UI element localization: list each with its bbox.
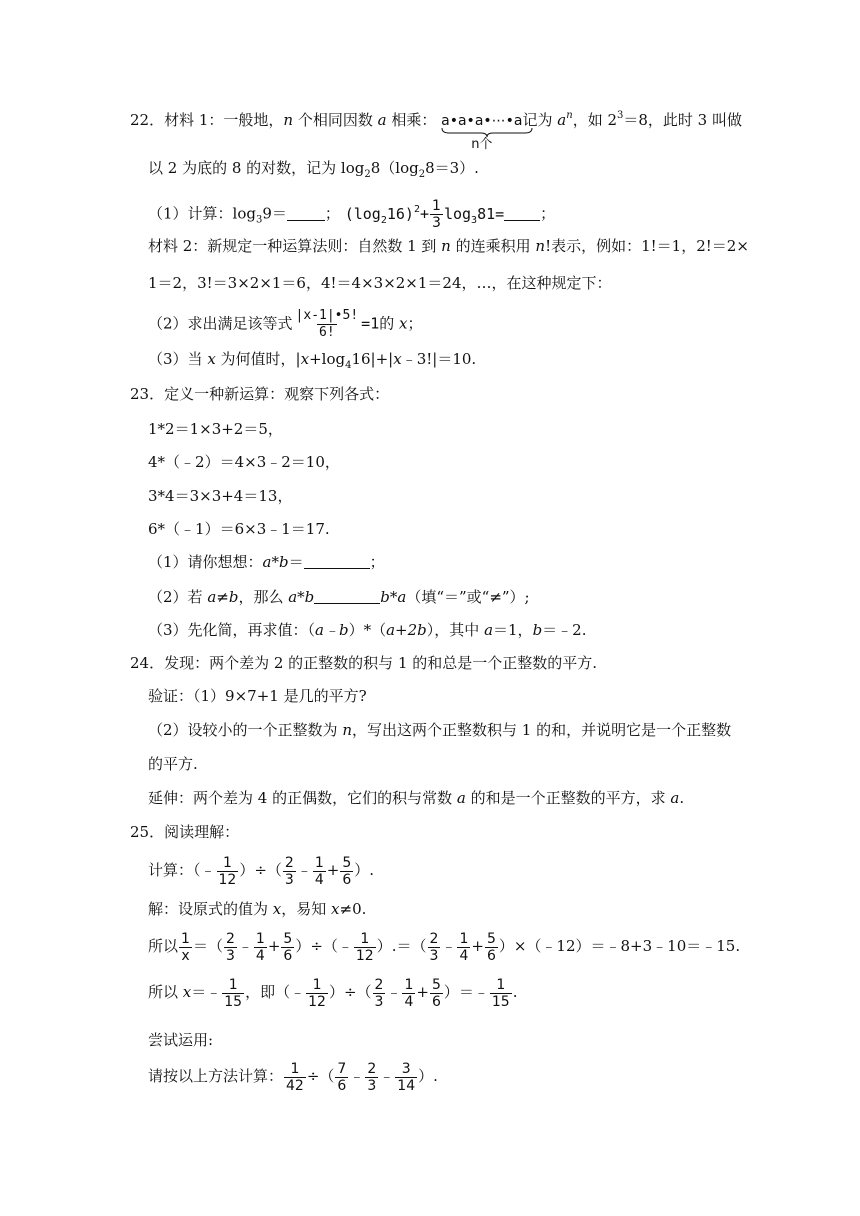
q23-number: 23． [130, 385, 165, 403]
fraction: $\frac{2}{3}$ [374, 976, 384, 1010]
underbrace-label: n个 [471, 137, 493, 152]
fraction: $\frac{1}{3}$ [432, 198, 441, 231]
q24-title: 24．发现：两个差为 2 的正整数的积与 1 的和总是一个正整数的平方. [130, 654, 598, 672]
q23-part2: （2）若 a≠b，那么 a*b b*a（填“＝”或“≠”）; [148, 588, 530, 606]
q22-number: 22． [130, 111, 165, 129]
answer-blank[interactable] [314, 589, 380, 604]
fraction: $\frac{7}{6}$ [337, 1060, 347, 1094]
fraction: $\frac{1}{12}$ [218, 854, 237, 888]
q25-try-label: 尝试运用: [148, 1031, 214, 1049]
q25-application: 请按以上方法计算： $\frac{1}{42}$ ÷（ $\frac{7}{6}$ ﹣ $\frac{2}{3}$ ﹣ $\frac{3}{14}$ ）. [148, 1060, 438, 1094]
q23-title: 23．定义一种新运算：观察下列各式： [130, 385, 390, 403]
q22-part2: （2）求出满足该等式 $\frac{|x-1|•5!}{6!}$ =1的 x； [148, 308, 423, 340]
q22-material2-line2: 1＝2，3!＝3×2×1＝6，4!＝4×3×2×1＝24，…，在这种规定下： [148, 274, 612, 292]
q24-extension: 延伸：两个差为 4 的正偶数，它们的积与常数 a 的和是一个正整数的平方，求 a. [148, 789, 685, 807]
underbrace-product: a•a•a•⋯•a n个 [441, 111, 522, 131]
fraction: $\frac{5}{6}$ [342, 854, 352, 888]
fraction: $\frac{2}{3}$ [367, 1060, 377, 1094]
q22-line1: 22．材料 1：一般地，n 个相同因数 a 相乘： a•a•a•⋯•a n个 记为 $a^n$，如 $2^3=8$，此时 3 叫做 [130, 106, 742, 131]
q25-number: 25． [130, 823, 165, 841]
q22-line2: 以 2 为底的 8 的对数，记为 $\log_28(\log_28=3)$. [148, 159, 479, 180]
q22-part1: （1）计算：$\log_39=$ ； $(\log_216)^2+$ $\frac{1}{3}$ $\log_381=$ ； [148, 198, 556, 231]
q25-solution-step1: 所以 $\frac{1}{x}$ ＝（ $\frac{2}{3}$ ﹣ $\frac{1}{4}$ + $\frac{5}{6}$ ）÷（﹣ $\frac{1}{12}$ ）.＝（ $\frac{2}{3}$ ﹣ $\frac{1}{4}$ + $\frac{5}{6}$ ）×（﹣12）＝﹣8+3﹣10＝﹣15. [148, 930, 741, 964]
fraction: $\frac{1}{4}$ [255, 930, 265, 964]
fraction: $\frac{5}{6}$ [486, 930, 496, 964]
q25-title: 25．阅读理解： [130, 823, 240, 841]
q23-part3: （3）先化简，再求值：（a﹣b）*（a+2b），其中 a＝1，b＝﹣2. [148, 621, 587, 639]
q23-example-1: 1*2＝1×3+2＝5， [148, 420, 283, 438]
fraction: $\frac{5}{6}$ [431, 976, 441, 1010]
q24-part2-cont: 的平方. [148, 755, 198, 773]
fraction: $\frac{1}{x}$ [181, 930, 190, 964]
q25-calc: 计算：（﹣ $\frac{1}{12}$ ）÷（ $\frac{2}{3}$ ﹣ $\frac{1}{4}$ + $\frac{5}{6}$ ）. [148, 854, 375, 888]
fraction: $\frac{5}{6}$ [283, 930, 293, 964]
q23-part1: （1）请你想想：a*b＝ ； [148, 553, 385, 571]
q25-solution-step2: 所以 x＝﹣ $\frac{1}{15}$ ，即（﹣ $\frac{1}{12}$ ）÷（ $\frac{2}{3}$ ﹣ $\frac{1}{4}$ + $\frac{5}{6}$ ）＝﹣ $\frac{1}{15}$ . [148, 976, 518, 1010]
q25-solution-intro: 解：设原式的值为 x，易知 x≠0. [148, 900, 367, 918]
log-expression: $(\log_216)^2+$ [344, 203, 430, 226]
q24-part2: （2）设较小的一个正整数为 n，写出这两个正整数积与 1 的和，并说明它是一个正整数 [148, 721, 732, 739]
q23-example-2: 4*（﹣2）＝4×3﹣2＝10， [148, 453, 340, 471]
fraction: $\frac{1}{15}$ [224, 976, 243, 1010]
fraction: $\frac{1}{4}$ [314, 854, 324, 888]
fraction: $\frac{2}{3}$ [225, 930, 235, 964]
fraction: $\frac{2}{3}$ [284, 854, 294, 888]
fraction: $\frac{1}{42}$ [286, 1060, 304, 1094]
q23-example-4: 6*（﹣1）＝6×3﹣1＝17. [148, 520, 330, 538]
answer-blank[interactable] [304, 554, 370, 569]
answer-blank[interactable] [504, 206, 540, 221]
q23-example-3: 3*4＝3×3+4＝13， [148, 487, 293, 505]
fraction: $\frac{1}{4}$ [459, 930, 469, 964]
fraction: $\frac{2}{3}$ [429, 930, 439, 964]
q22-material2-line1: 材料 2：新规定一种运算法则：自然数 1 到 n 的连乘积用 n!表示，例如：1!＝1，2!＝2× [148, 237, 749, 255]
fraction: $\frac{1}{15}$ [491, 976, 510, 1010]
fraction: $\frac{3}{14}$ [397, 1060, 416, 1094]
factorial-fraction: $\frac{|x-1|•5!}{6!}$ [295, 308, 359, 340]
q22-part3: （3）当 x 为何值时，$|x+\log_416|+|x﹣3!|=10$. [148, 350, 477, 371]
answer-blank[interactable] [287, 206, 325, 221]
fraction: $\frac{1}{12}$ [355, 930, 374, 964]
q24-number: 24． [130, 654, 165, 672]
q24-part1: 验证：（1）9×7+1 是几的平方? [148, 687, 367, 705]
fraction: $\frac{1}{4}$ [404, 976, 414, 1010]
fraction: $\frac{1}{12}$ [308, 976, 326, 1010]
